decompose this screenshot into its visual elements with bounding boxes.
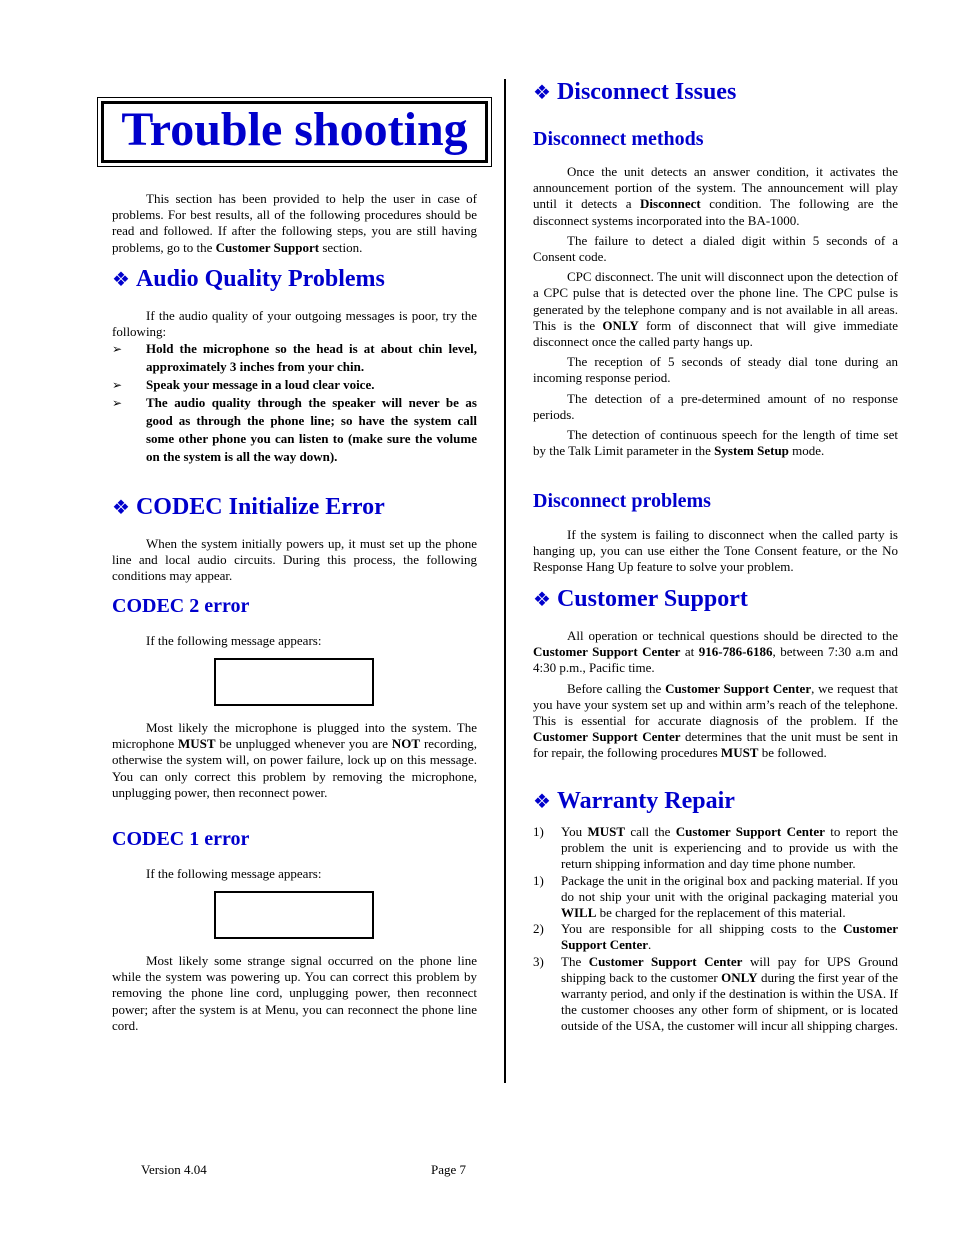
codec-1-message-box	[214, 891, 374, 939]
audio-quality-section	[112, 265, 477, 466]
bold-text: Customer Support	[215, 239, 320, 255]
codec-2-message-box	[214, 658, 374, 706]
diamond-bullet-icon: ❖	[533, 789, 551, 813]
list-item: ➢ The audio quality through the speaker will never be as good as through the phone line; so have the system call some other phone you can listen to (make sure the volume on the system is all the way down).	[112, 395, 477, 465]
page-title: Trouble shooting	[121, 103, 468, 156]
customer-support-section	[533, 585, 898, 762]
disconnect-methods-heading: Disconnect methods	[533, 128, 704, 150]
arrow-bullet-icon: ➢	[112, 396, 123, 411]
audio-quality-tips	[112, 340, 477, 466]
bold-text: MUST	[177, 736, 216, 752]
bold-text: ONLY	[721, 969, 758, 985]
footer-page-number: Page 7	[431, 1162, 467, 1177]
intro-section	[112, 191, 477, 256]
codec-1-lead: If the following message appears:	[146, 866, 322, 881]
codec-2-body: Most likely the microphone is plugged into the system. The microphone MUST be unplugged whenever you are NOT recording, otherwise the system will, on power failure, lock up on this message. You can only correct this problem by removing the microphone, unplugging power, then reconnect power.	[112, 720, 478, 800]
disconnect-method-paragraph: The failure to detect a dialed digit within 5 seconds of a Consent code.	[533, 232, 898, 265]
disconnect-section	[533, 78, 898, 106]
list-item: 3) The Customer Support Center will pay for UPS Ground shipping back to the customer ONLY during the first year of the warranty period, and only if the destination is within the USA. If the customer chooses any other form of shipment, or is located outside of the USA, the customer will incur all shipping charges.	[533, 953, 898, 1034]
disconnect-problems-heading: Disconnect problems	[533, 490, 711, 512]
list-item: 1) You MUST call the Customer Support Center to report the problem the unit is experiencing and to provide us with the return shipping information and day time phone number.	[533, 824, 898, 872]
list-item: ➢ Hold the microphone so the head is at about chin level, approximately 3 inches from your chin.	[112, 341, 477, 375]
bold-text: Customer Support Center	[533, 644, 681, 660]
list-item: ➢ Speak your message in a loud clear voice.	[112, 377, 375, 393]
customer-support-paragraph: All operation or technical questions should be directed to the Customer Support Center at 916-786-6186, between 7:30 a.m and 4:30 p.m., Pacific time.	[533, 628, 898, 676]
footer-version: Version 4.04	[141, 1162, 207, 1177]
disconnect-methods-section	[533, 127, 898, 151]
bold-text: Customer Support Center	[533, 729, 681, 745]
codec-initialize-section	[112, 493, 477, 585]
codec-2-section	[112, 594, 477, 649]
column-divider	[504, 79, 506, 1083]
bold-text: Customer Support Center	[675, 824, 825, 839]
bold-text: 916-786-6186	[698, 644, 773, 660]
disconnect-problems-paragraph: If the system is failing to disconnect when the called party is hanging up, you can use either the Tone Consent feature, or the No Response Hang Up feature to solve your problem.	[533, 527, 898, 575]
disconnect-method-paragraph: Once the unit detects an answer condition, it activates the announcement portion of the system. The announcement will play until it detects a Disconnect condition. The following are the disconnect systems incorporated into the BA-1000.	[533, 164, 899, 228]
codec-1-body: Most likely some strange signal occurred on the phone line while the system was powering up. You can correct this problem by removing the phone line cord, unplugging power, then reconnect power; after the system is at Menu, you can reconnect the phone line cord.	[112, 953, 477, 1033]
diamond-bullet-icon: ❖	[533, 587, 551, 611]
arrow-bullet-icon: ➢	[112, 342, 123, 357]
customer-support-paragraph: Before calling the Customer Support Center, we request that you have your system set up and within arm’s reach of the telephone. This is essential for accurate diagnosis of the problem. If the Customer Support Center determines that the unit must be sent in for repair, the following procedures MUST be followed.	[533, 680, 898, 761]
diamond-bullet-icon: ❖	[112, 267, 130, 291]
disconnect-method-paragraph: The reception of 5 seconds of steady dial tone during an incoming response period.	[533, 354, 898, 386]
list-item: 1) Package the unit in the original box and packing material. If you do not ship your unit with the original packaging material you WILL be charged for the replacement of this material.	[533, 872, 898, 921]
audio-quality-heading: ❖ Audio Quality Problems	[112, 266, 385, 292]
disconnect-methods-list	[533, 164, 898, 459]
diamond-bullet-icon: ❖	[533, 80, 551, 104]
codec-1-body-block	[112, 953, 477, 1034]
bold-text: ONLY	[602, 317, 639, 333]
bold-text: Customer Support Center	[665, 680, 812, 696]
codec-1-heading: CODEC 1 error	[112, 828, 250, 850]
warranty-steps	[533, 824, 898, 1035]
codec-1-section	[112, 827, 477, 882]
bold-text: NOT	[391, 736, 421, 752]
diamond-bullet-icon: ❖	[112, 495, 130, 519]
customer-support-heading: ❖ Customer Support	[533, 586, 748, 612]
codec-2-heading: CODEC 2 error	[112, 595, 250, 617]
codec-initialize-heading: ❖ CODEC Initialize Error	[112, 494, 385, 520]
disconnect-method-paragraph: CPC disconnect. The unit will disconnect upon the detection of a CPC pulse that is detected over the phone line. The CPC pulse is generated by the telephone company and is not available in all areas. This is the ONLY form of disconnect that will give immediate disconnect once the called party hangs up.	[533, 269, 898, 350]
disconnect-problems-section	[533, 489, 898, 576]
arrow-bullet-icon: ➢	[112, 378, 123, 393]
bold-text: MUST	[720, 745, 759, 761]
title-box	[97, 97, 492, 167]
bold-text: MUST	[587, 824, 626, 839]
codec-2-body-block	[112, 720, 477, 801]
bold-text: WILL	[561, 905, 597, 921]
list-item: 2) You are responsible for all shipping costs to the Customer Support Center.	[533, 921, 898, 953]
disconnect-method-paragraph: The detection of continuous speech for the length of time set by the Talk Limit parameter in the System Setup mode.	[533, 427, 898, 459]
disconnect-heading: ❖ Disconnect Issues	[533, 79, 737, 105]
disconnect-method-paragraph: The detection of a pre-determined amount of no response periods.	[533, 390, 898, 422]
audio-quality-intro: If the audio quality of your outgoing messages is poor, try the following:	[112, 308, 477, 340]
intro-paragraph: This section has been provided to help the user in case of problems. For best results, all of the following procedures should be read and followed. If after the following steps, you are still having problems, go to the Customer Support section.	[112, 191, 477, 255]
bold-text: Disconnect	[640, 196, 701, 212]
codec-2-lead: If the following message appears:	[146, 633, 322, 648]
warranty-repair-section	[533, 787, 898, 1035]
codec-initialize-intro: When the system initially powers up, it must set up the phone line and local audio circuits. During this process, the following conditions may appear.	[112, 536, 477, 584]
bold-text: System Setup	[714, 443, 789, 459]
bold-text: Customer Support Center	[561, 921, 898, 953]
warranty-repair-heading: ❖ Warranty Repair	[533, 788, 735, 814]
bold-text: Customer Support Center	[588, 953, 743, 969]
